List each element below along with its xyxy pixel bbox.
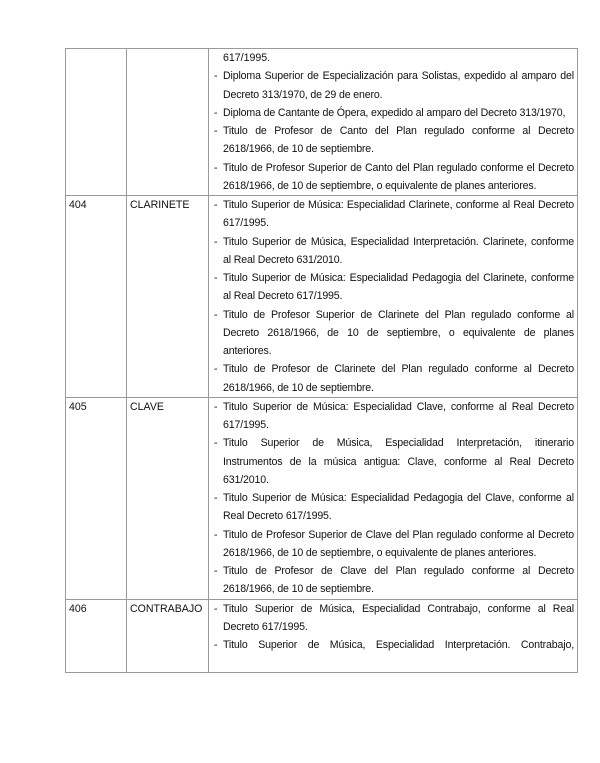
qualifications-cell	[209, 49, 578, 196]
table-row	[66, 599, 578, 673]
code-cell: 406	[66, 599, 127, 673]
continuation-text: 617/1995.	[223, 52, 271, 64]
qualifications-table	[65, 48, 578, 673]
list-item: - Titulo de Profesor de Canto del Plan regulado conforme al Decreto 2618/1966, de 10 de septiembre.	[214, 125, 574, 156]
code-cell: 405	[66, 397, 127, 599]
specialty-cell: CLAVE	[127, 397, 209, 599]
qualifications-cell	[209, 196, 578, 398]
specialty-cell: CONTRABAJO	[127, 599, 209, 673]
blank-line	[214, 654, 574, 672]
table-row	[66, 397, 578, 599]
list-item: - Titulo Superior de Música: Especialidad Pedagogia del Clave, conforme al Real Decreto 617/1995.	[214, 492, 574, 523]
list-item: - Titulo Superior de Música, Especialidad Interpretación. Contrabajo,	[214, 639, 574, 651]
table-row	[66, 49, 578, 196]
list-item: - Titulo Superior de Música, Especialidad Interpretación, itinerario Instrumentos de la música antigua: Clave, conforme al Real Decreto 631/2010.	[214, 437, 574, 486]
list-item: - Titulo de Profesor Superior de Canto del Plan regulado conforme el Decreto 2618/1966, de 10 de septiembre, o equivalente de planes anteriores.	[214, 161, 574, 192]
list-item: - Diploma de Cantante de Ópera, expedido al amparo del Decreto 313/1970,	[214, 106, 566, 119]
list-item: - Titulo Superior de Música: Especialidad Clave, conforme al Real Decreto 617/1995.	[214, 400, 574, 431]
code-cell	[66, 49, 127, 196]
list-item: - Titulo de Profesor Superior de Clave del Plan regulado conforme al Decreto 2618/1966, de 10 de septiembre, o equivalente de planes anteriores.	[214, 528, 574, 559]
list-item: - Titulo Superior de Música, Especialidad Contrabajo, conforme al Real Decreto 617/1995.	[214, 602, 574, 633]
list-item: - Titulo Superior de Música: Especialidad Clarinete, conforme al Real Decreto 617/1995.	[214, 199, 574, 230]
table-row	[66, 196, 578, 398]
list-item: - Titulo Superior de Música, Especialidad Interpretación. Clarinete, conforme al Real Decreto 631/2010.	[214, 235, 574, 266]
code-cell: 404	[66, 196, 127, 398]
list-item: - Titulo de Profesor de Clarinete del Plan regulado conforme al Decreto 2618/1966, de 10 de septiembre.	[214, 363, 574, 394]
list-item: - Titulo de Profesor Superior de Clarinete del Plan regulado conforme al Decreto 2618/1966, de 10 de septiembre, o equivalente de planes anteriores.	[214, 308, 574, 357]
list-item: - Titulo de Profesor de Clave del Plan regulado conforme al Decreto 2618/1966, de 10 de septiembre.	[214, 565, 574, 596]
list-item: - Diploma Superior de Especialización para Solistas, expedido al amparo del Decreto 313/1970, de 29 de enero.	[214, 70, 574, 101]
specialty-cell: CLARINETE	[127, 196, 209, 398]
list-item: - Titulo Superior de Música: Especialidad Pedagogia del Clarinete, conforme al Real Decreto 617/1995.	[214, 272, 574, 303]
qualifications-cell	[209, 599, 578, 673]
qualifications-cell	[209, 397, 578, 599]
specialty-cell	[127, 49, 209, 196]
